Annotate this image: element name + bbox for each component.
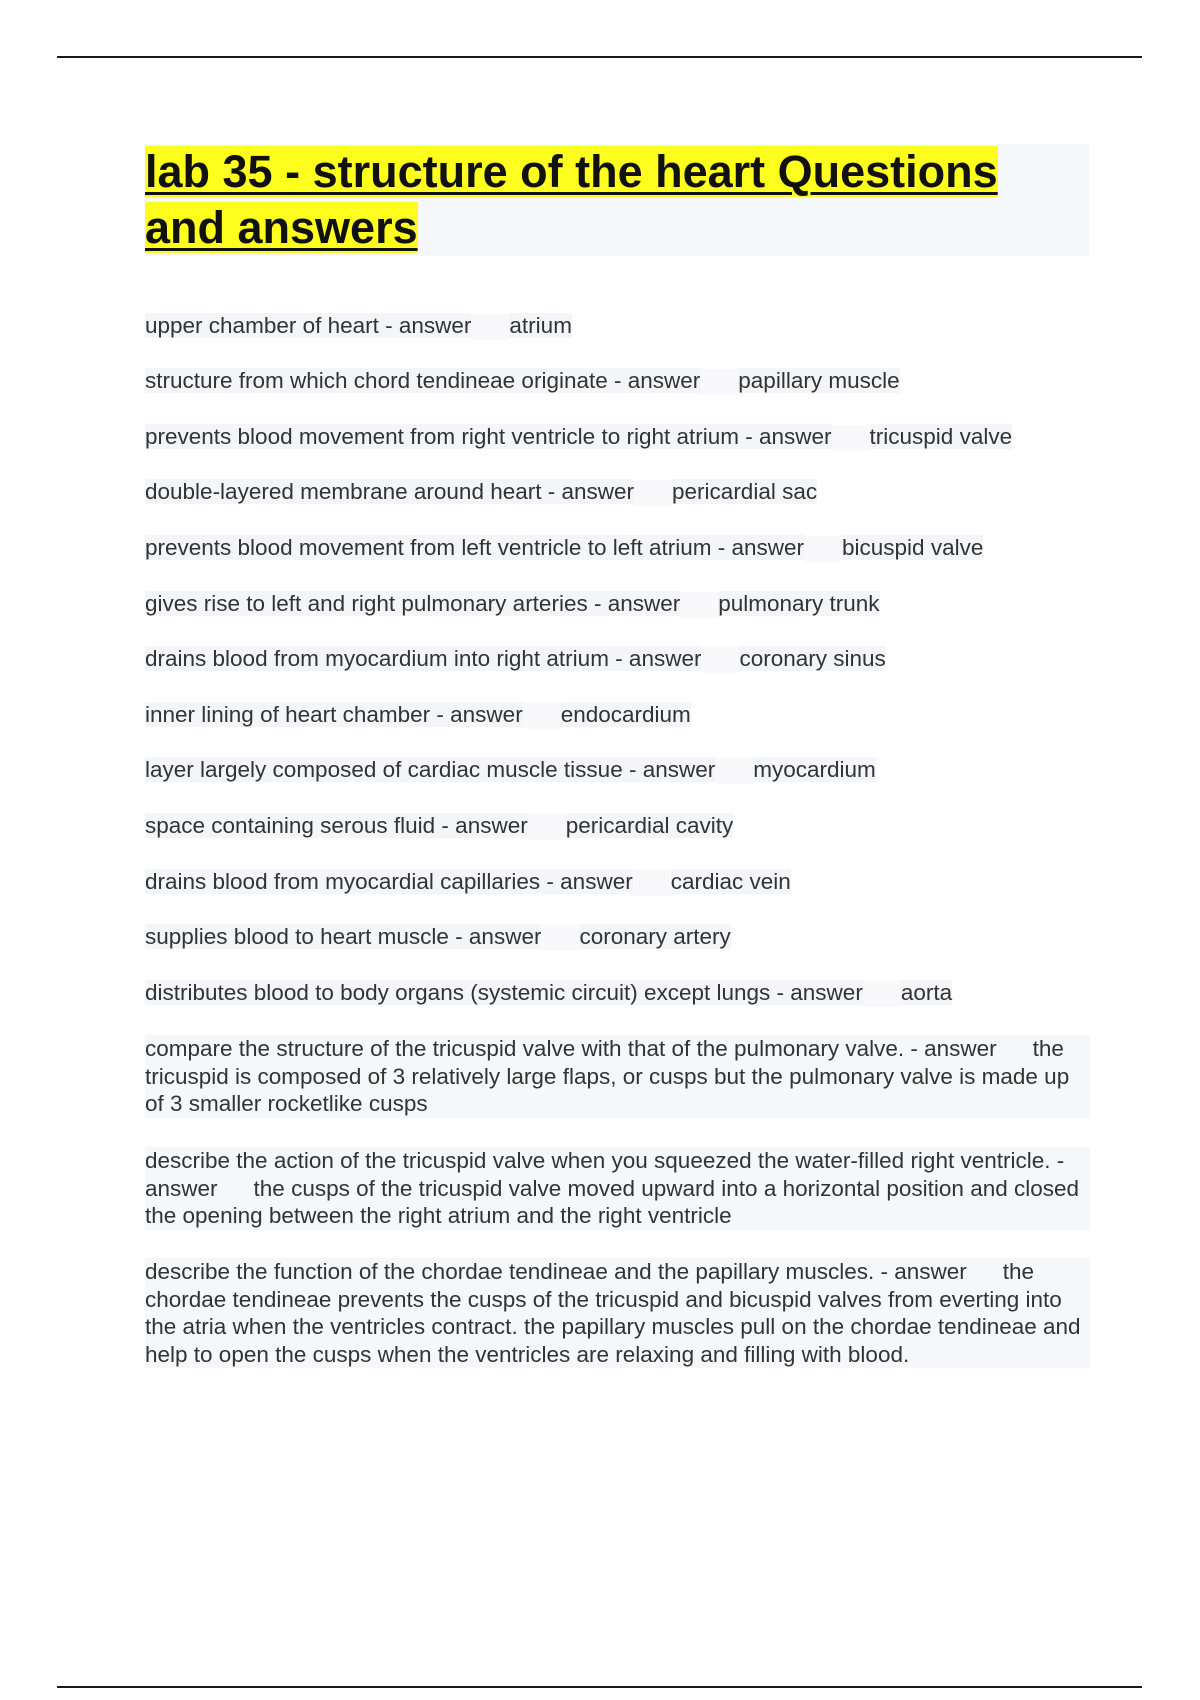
answer: the tricuspid is composed of 3 relatively large flaps, or cusps but the pulmonary valve is made up of 3 smaller rocketlike cusps: [145, 1036, 1070, 1117]
answer: the cusps of the tricuspid valve moved upward into a horizontal position and closed the opening between the right atrium and the right ventricle: [145, 1175, 1080, 1229]
qa-item: [145, 478, 817, 506]
question: layer largely composed of cardiac muscle tissue - answer: [145, 757, 716, 782]
answer: cardiac vein: [670, 869, 791, 894]
answer: papillary muscle: [738, 368, 900, 393]
question: describe the function of the chordae tendineae and the papillary muscles. - answer: [145, 1259, 967, 1284]
answer: atrium: [509, 313, 572, 338]
answer: tricuspid valve: [869, 424, 1013, 449]
question: structure from which chord tendineae originate - answer: [145, 368, 701, 393]
qa-item: [145, 312, 572, 340]
question: distributes blood to body organs (systemic circuit) except lungs - answer: [145, 980, 863, 1005]
answer: myocardium: [753, 757, 876, 782]
question: compare the structure of the tricuspid valve with that of the pulmonary valve. - answer: [145, 1036, 997, 1061]
qa-item: [145, 868, 791, 896]
qa-item: [145, 701, 691, 729]
answer: pulmonary trunk: [718, 591, 880, 616]
title-line-2: and answers: [145, 202, 418, 253]
question: upper chamber of heart - answer: [145, 313, 472, 338]
qa-item: [145, 590, 880, 618]
answer: coronary sinus: [739, 646, 886, 671]
qa-item: [145, 534, 983, 562]
question: gives rise to left and right pulmonary arteries - answer: [145, 591, 681, 616]
answer: endocardium: [560, 702, 691, 727]
question: prevents blood movement from right ventricle to right atrium - answer: [145, 424, 832, 449]
question: space containing serous fluid - answer: [145, 813, 528, 838]
qa-item-long: [145, 1147, 1090, 1230]
qa-item: [145, 423, 1012, 451]
bottom-rule: [57, 1686, 1142, 1688]
answer: the chordae tendineae prevents the cusps of the tricuspid and bicuspid valves from everting into the atria when the ventricles contract. the papillary muscles pull on the chordae tendineae and help to open the cusps when the ventricles are relaxing and filling with blood.: [145, 1259, 1081, 1367]
qa-item: [145, 367, 900, 395]
question: inner lining of heart chamber - answer: [145, 702, 523, 727]
qa-item-long: [145, 1035, 1090, 1118]
page-title: [145, 144, 1089, 256]
title-block: [145, 144, 1089, 256]
qa-item-long: [145, 1258, 1090, 1368]
top-rule: [57, 56, 1142, 58]
question: double-layered membrane around heart - answer: [145, 479, 635, 504]
answer: pericardial sac: [672, 479, 818, 504]
question: supplies blood to heart muscle - answer: [145, 924, 542, 949]
qa-item: [145, 812, 733, 840]
question: prevents blood movement from left ventricle to left atrium - answer: [145, 535, 805, 560]
qa-item: [145, 923, 731, 951]
qa-item: [145, 645, 886, 673]
title-line-1: lab 35 - structure of the heart Questions: [145, 146, 998, 197]
question: drains blood from myocardium into right atrium - answer: [145, 646, 702, 671]
qa-item: [145, 979, 952, 1007]
answer: bicuspid valve: [842, 535, 984, 560]
answer: aorta: [900, 980, 953, 1005]
qa-item: [145, 756, 876, 784]
question: describe the action of the tricuspid valve when you squeezed the water-filled right ventricle. - answer: [145, 1148, 1065, 1201]
question: drains blood from myocardial capillaries - answer: [145, 869, 633, 894]
answer: coronary artery: [579, 924, 731, 949]
answer: pericardial cavity: [565, 813, 734, 838]
